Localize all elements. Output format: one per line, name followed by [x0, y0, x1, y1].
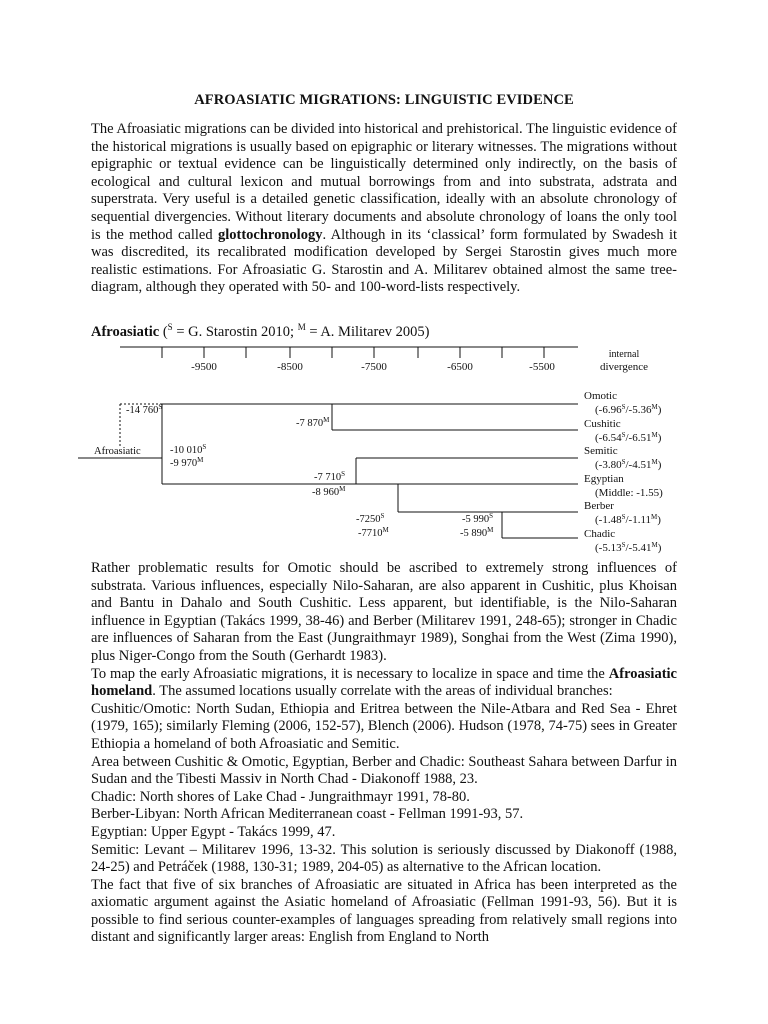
node-date: -10 $010^S$ — [170, 443, 207, 456]
leaf-divergence: $(-1.48^S/-1.11^M)$ — [595, 513, 661, 526]
root-label: Afroasiatic — [94, 446, 141, 457]
paragraph-semitic: Semitic: Levant – Militarev 1996, 13-32. This solution is seriously discussed by Diakonoff (1988, 24-25) and Petráček (1988, 130-31; 1989, 204-05) as alternative to the African location. — [91, 841, 677, 876]
paragraph-substrata: Rather problematic results for Omotic should be ascribed to extremely strong influences of substrata. Various influences, especially Nilo-Saharan, are also apparent in Cushitic, plus Khoisan and Bantu in Dahalo and South Cushitic. Less apparent, but identifiable, is the Nilo-Saharan influence in Egyptian (Takács 1999, 38-46) and Berber (Militarev 1991, 248-65); stronger in Chadic are influences of Saharan from the East (Jungraithmayr 1989), Songhai from the West (Zima 1990), plus Niger-Congo from the South (Gerhardt 1983). — [91, 560, 677, 664]
leaf-name: Berber — [584, 500, 614, 512]
caption-end: = A. Militarev 2005) — [305, 323, 430, 340]
leaf-name: Omotic — [584, 390, 617, 402]
axis-note-line1: internal — [608, 349, 640, 360]
caption-open: ( — [159, 323, 168, 340]
leaf-divergence: (Middle: -1.55) — [595, 487, 663, 499]
axis-label: -5500 — [529, 361, 555, 373]
caption-sup-m: M — [297, 322, 306, 332]
node-date: -5 $990^S$ — [462, 512, 494, 525]
homeland-text-start: To map the early Afroasiatic migrations, it is necessary to localize in space and time the — [91, 665, 609, 682]
paragraph-egyptian: Egyptian: Upper Egypt - Takács 1999, 47. — [91, 823, 336, 840]
intro-text-start: The Afroasiatic migrations can be divided into historical and prehistorical. The linguistic evidence of the historical migrations is usually based on epigraphic or literary witnesses. The migrations without epigraphic or textual evidence can be linguistically determined only indirectly, on the basis of ecological and cultural lexicon and mutual borrowings from and into substrata, adstrata and superstrata. Very useful is a detailed genetic classification, ideally with an absolute chronology of sequential divergencies. Without literary documents and absolute chronology of loans the only tool is the method called — [91, 121, 678, 243]
leaf-divergence: $(-5.13^S/-5.41^M)$ — [595, 541, 662, 554]
node-date: -8 $960^M$ — [312, 485, 346, 498]
paragraph-cushitic-omotic: Cushitic/Omotic: North Sudan, Ethiopia and Eritrea between the Nile-Atbara and Red Sea - Ehret (1979, 165); similarly Fleming (2006, 152-57), Blench (2006). Hudson (1978, 74-75) sees in Greater Ethiopia a homeland of both Afroasiatic and Semitic. — [91, 700, 677, 752]
axis-note-line2: divergence — [599, 361, 649, 373]
leaf-name: Cushitic — [584, 418, 621, 430]
axis-label: -7500 — [361, 361, 387, 373]
node-date: -5 $890^M$ — [460, 526, 494, 539]
body-text — [91, 560, 677, 947]
node-date: $-7250^S$ — [356, 512, 385, 525]
axis-label: -6500 — [447, 361, 473, 373]
leaf-divergence: $(-3.80^S/-4.51^M)$ — [595, 458, 662, 471]
paragraph-area: Area between Cushitic & Omotic, Egyptian, Berber and Chadic: Southeast Sahara between Darfur in Sudan and the Tibesti Massiv in North Chad - Diakonoff 1988, 23. — [91, 753, 677, 788]
leaf-name: Semitic — [584, 445, 618, 457]
node-date: -9 $970^M$ — [170, 456, 204, 469]
homeland-term: Afroasiatic homeland — [91, 665, 677, 700]
node-date: -7 $710^S$ — [314, 470, 346, 483]
afroasiatic-tree-diagram — [0, 338, 768, 560]
node-date: -7 $870^M$ — [296, 416, 330, 429]
axis-label: -9500 — [191, 361, 217, 373]
paragraph-berber: Berber-Libyan: North African Mediterranean coast - Fellman 1991-93, 57. — [91, 806, 524, 823]
paragraph-africa: The fact that five of six branches of Afroasiatic are situated in Africa has been interpreted as the axiomatic argument against the Asiatic homeland of Afroasiatic (Fellman 1991-93, 56). But it is possible to find serious counter-examples of languages spreading from relatively small regions into distant and significantly larger areas: English from England to North — [91, 876, 677, 946]
intro-paragraph — [91, 121, 677, 297]
leaf-name: Egyptian — [584, 473, 624, 485]
tree-lines — [78, 347, 578, 538]
node-date: $-7710^M$ — [358, 526, 389, 539]
page-title: AFROASIATIC MIGRATIONS: LINGUISTIC EVIDENCE — [194, 92, 574, 108]
homeland-text-end: . The assumed locations usually correlate with the areas of individual branches: — [152, 683, 613, 700]
node-date: -14 $760^S$ — [126, 403, 163, 416]
leaf-name: Chadic — [584, 528, 616, 540]
leaf-divergence: $(-6.54^S/-6.51^M)$ — [595, 431, 662, 444]
caption-bold: Afroasiatic — [91, 323, 160, 340]
axis-label: -8500 — [277, 361, 303, 373]
intro-text-end: . Although in its ‘classical’ form formulated by Swadesh it was discredited, its recalibrated modification developed by Sergei Starostin gives much more realistic estimations. For Afroasiatic G. Starostin and A. Militarev obtained almost the same tree-diagram, although they operated with 50- and 100-word-lists respectively. — [91, 226, 678, 296]
caption-sup-s: S — [167, 322, 173, 332]
glottochronology-term: glottochronology — [218, 226, 323, 243]
paragraph-homeland — [91, 666, 677, 701]
leaf-divergence: $(-6.96^S/-5.36^M)$ — [595, 403, 662, 416]
paragraph-chadic: Chadic: North shores of Lake Chad - Jungraithmayr 1991, 78-80. — [91, 788, 470, 805]
caption-mid: = G. Starostin 2010; — [172, 323, 298, 340]
